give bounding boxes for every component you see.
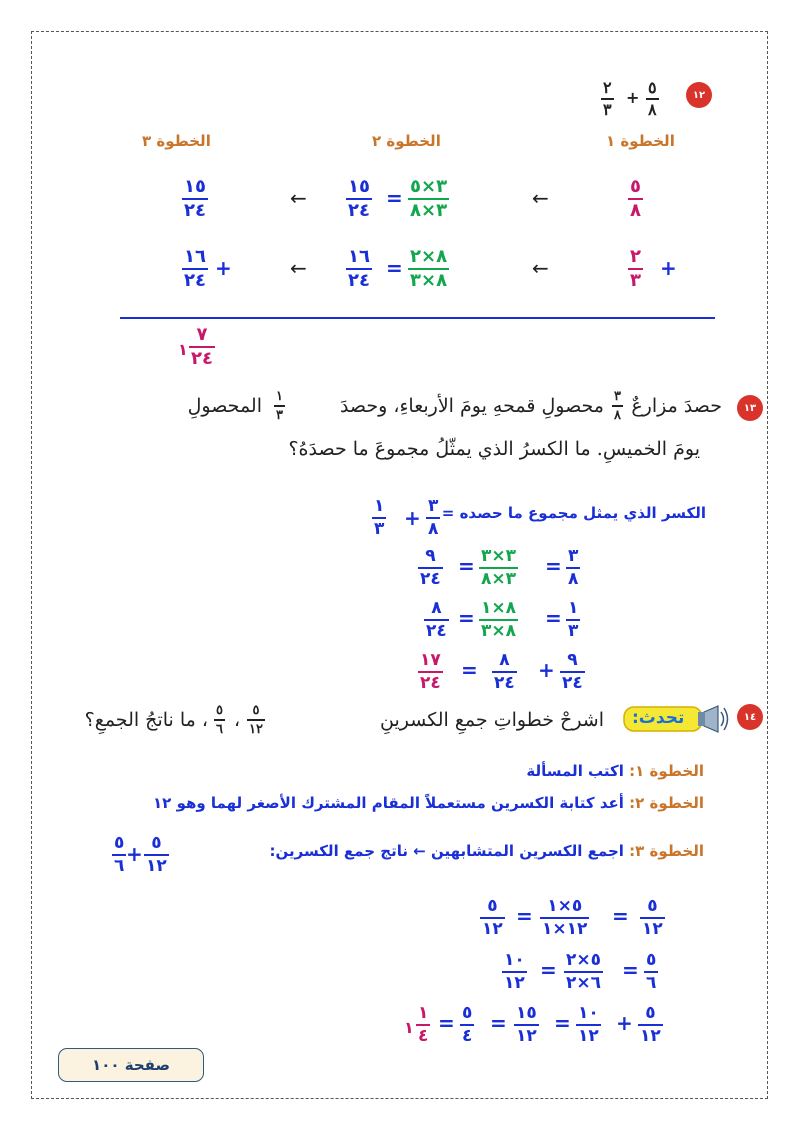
step-text: اجمع الكسرين المتشابهين ← ناتج جمع الكسرين:: [269, 842, 624, 860]
q13-calc1-c: ٩ ٢٤: [420, 546, 441, 589]
q13-line1-fraction-3-8: ٣ ٨: [614, 389, 621, 423]
q13-calc2-c: ٨ ٢٤: [426, 598, 447, 641]
q14-question-a: اشرحْ خطواتِ جمعِ الكسرينِ: [380, 709, 604, 731]
q13-line1-part-c: المحصولِ: [187, 395, 262, 417]
q14-calc3-result-fraction: ١ ٤: [418, 1003, 429, 1046]
q12-row2-step3: ١٦ ٢٤: [184, 246, 206, 291]
page-number-label: صفحة ١٠٠: [92, 1056, 170, 1074]
q12-result-whole: ١: [178, 340, 188, 359]
arrow-left: ←: [532, 186, 549, 210]
q12-row2-step1: ٢ ٣: [630, 246, 641, 291]
plus-sign: +: [126, 842, 143, 866]
q14-calc1-a: ٥ ١٢: [642, 896, 663, 939]
q12-fraction-2-3: ٢ ٣: [603, 78, 612, 119]
q13-calc2-b: ٨×١ ٨×٣: [481, 598, 517, 641]
q12-row1-step1: ٥ ٨: [630, 176, 641, 221]
talk-label: تحدث:: [632, 708, 685, 728]
q13-calc1-b: ٣×٣ ٣×٨: [481, 546, 517, 589]
q13-answer-label: الكسر الذي يمثل مجموع ما حصده =: [441, 504, 706, 522]
q13-calc3-result: ١٧ ٢٤: [420, 650, 441, 693]
q12-row1-step3: ١٥ ٢٤: [184, 176, 206, 221]
equals-sign: =: [458, 554, 475, 578]
q14-calc3-d: ٥ ٤: [462, 1003, 473, 1046]
equals-sign: =: [622, 958, 639, 982]
sum-line: [120, 317, 715, 319]
question-number: ١٣: [743, 402, 757, 414]
q13-calc3-b: ٨ ٢٤: [494, 650, 515, 693]
q14-calc3-result-whole: ١: [404, 1018, 414, 1037]
q13-answer-fraction-1-3: ١ ٣: [374, 496, 385, 539]
q14-step3-fraction-5-12: ٥ ١٢: [146, 833, 167, 876]
q14-question-b: ، ما ناتجُ الجمعِ؟: [84, 709, 208, 731]
q12-result-fraction: ٧ ٢٤: [191, 324, 213, 369]
q13-calc1-a: ٣ ٨: [568, 546, 579, 589]
plus-sign: +: [616, 1011, 633, 1035]
plus-sign: +: [215, 256, 232, 280]
step-label: الخطوة ٢:: [629, 794, 704, 812]
equals-sign: =: [516, 904, 533, 928]
equals-sign: =: [490, 1011, 507, 1035]
equals-sign: =: [386, 256, 403, 280]
equals-sign: =: [612, 904, 629, 928]
q13-calc3-a: ٩ ٢٤: [562, 650, 583, 693]
q14-calc2-c: ١٠ ١٢: [504, 950, 525, 993]
question-number: ١٢: [692, 89, 706, 101]
q14-question-separator: ،: [234, 709, 241, 731]
q13-line1-part-a: حصدَ مزارعٌ: [631, 395, 722, 417]
q14-question-fraction-5-12: ٥ ١٢: [249, 703, 263, 737]
step-1-label: الخطوة ١: [606, 132, 675, 150]
q14-calc1-c: ٥ ١٢: [482, 896, 503, 939]
q13-answer-fraction-3-8: ٣ ٨: [428, 496, 439, 539]
equals-sign: =: [458, 606, 475, 630]
q12-fraction-5-8: ٥ ٨: [648, 78, 657, 119]
q12-row2-step2-result: ١٦ ٢٤: [348, 246, 370, 291]
q13-question-line2: يومَ الخميسِ. ما الكسرُ الذي يمثّلُ مجموعَ ما حصدَهُ؟: [288, 438, 700, 460]
equals-sign: =: [461, 658, 478, 682]
step-text: أعد كتابة الكسرين مستعملاً المقام المشترك الأصغر لهما وهو ١٢: [153, 794, 624, 812]
step-label: الخطوة ١:: [629, 762, 704, 780]
equals-sign: =: [386, 186, 403, 210]
plus-sign: +: [404, 506, 421, 530]
q12-row1-step2-product: ٣×٥ ٣×٨: [410, 176, 448, 221]
step-label: الخطوة ٣:: [629, 842, 704, 860]
question-13-badge: [737, 395, 763, 421]
arrow-left: ←: [532, 256, 549, 280]
plus-sign: +: [626, 88, 640, 107]
equals-sign: =: [554, 1011, 571, 1035]
q14-question-fraction-5-6: ٥ ٦: [216, 703, 223, 737]
plus-sign: +: [538, 658, 555, 682]
q13-line1-fraction-1-3: ١ ٣: [276, 389, 283, 423]
page-number-box: [58, 1048, 204, 1082]
plus-sign: +: [660, 256, 677, 280]
equals-sign: =: [438, 1011, 455, 1035]
q13-calc2-a: ١ ٣: [568, 598, 579, 641]
q13-line1-part-b: محصولِ قمحهِ يومَ الأربعاءِ، وحصدَ: [339, 395, 604, 417]
q14-calc1-b: ٥×١ ١٢×١: [542, 896, 588, 939]
equals-sign: =: [545, 554, 562, 578]
step-text: اكتب المسألة: [526, 762, 624, 780]
step-3-label: الخطوة ٣: [142, 132, 211, 150]
step-2-label: الخطوة ٢: [372, 132, 441, 150]
q14-calc3-c: ١٥ ١٢: [516, 1003, 537, 1046]
question-12-badge: [686, 82, 712, 108]
q14-step-3: [269, 842, 704, 860]
talk-banner: [620, 702, 732, 736]
equals-sign: =: [540, 958, 557, 982]
question-number: ١٤: [743, 711, 757, 723]
question-14-badge: [737, 704, 763, 730]
q12-row2-step2-product: ٨×٢ ٨×٣: [410, 246, 448, 291]
q14-calc3-b: ١٠ ١٢: [578, 1003, 599, 1046]
q14-calc2-a: ٥ ٦: [646, 950, 657, 993]
q14-calc3-a: ٥ ١٢: [640, 1003, 661, 1046]
arrow-left: ←: [290, 256, 307, 280]
q14-step-2: [153, 794, 704, 812]
q14-calc2-b: ٥×٢ ٦×٢: [566, 950, 602, 993]
q14-step3-fraction-5-6: ٥ ٦: [114, 833, 125, 876]
q12-row1-step2-result: ١٥ ٢٤: [348, 176, 370, 221]
q14-step-1: [526, 762, 704, 780]
arrow-left: ←: [290, 186, 307, 210]
equals-sign: =: [545, 606, 562, 630]
